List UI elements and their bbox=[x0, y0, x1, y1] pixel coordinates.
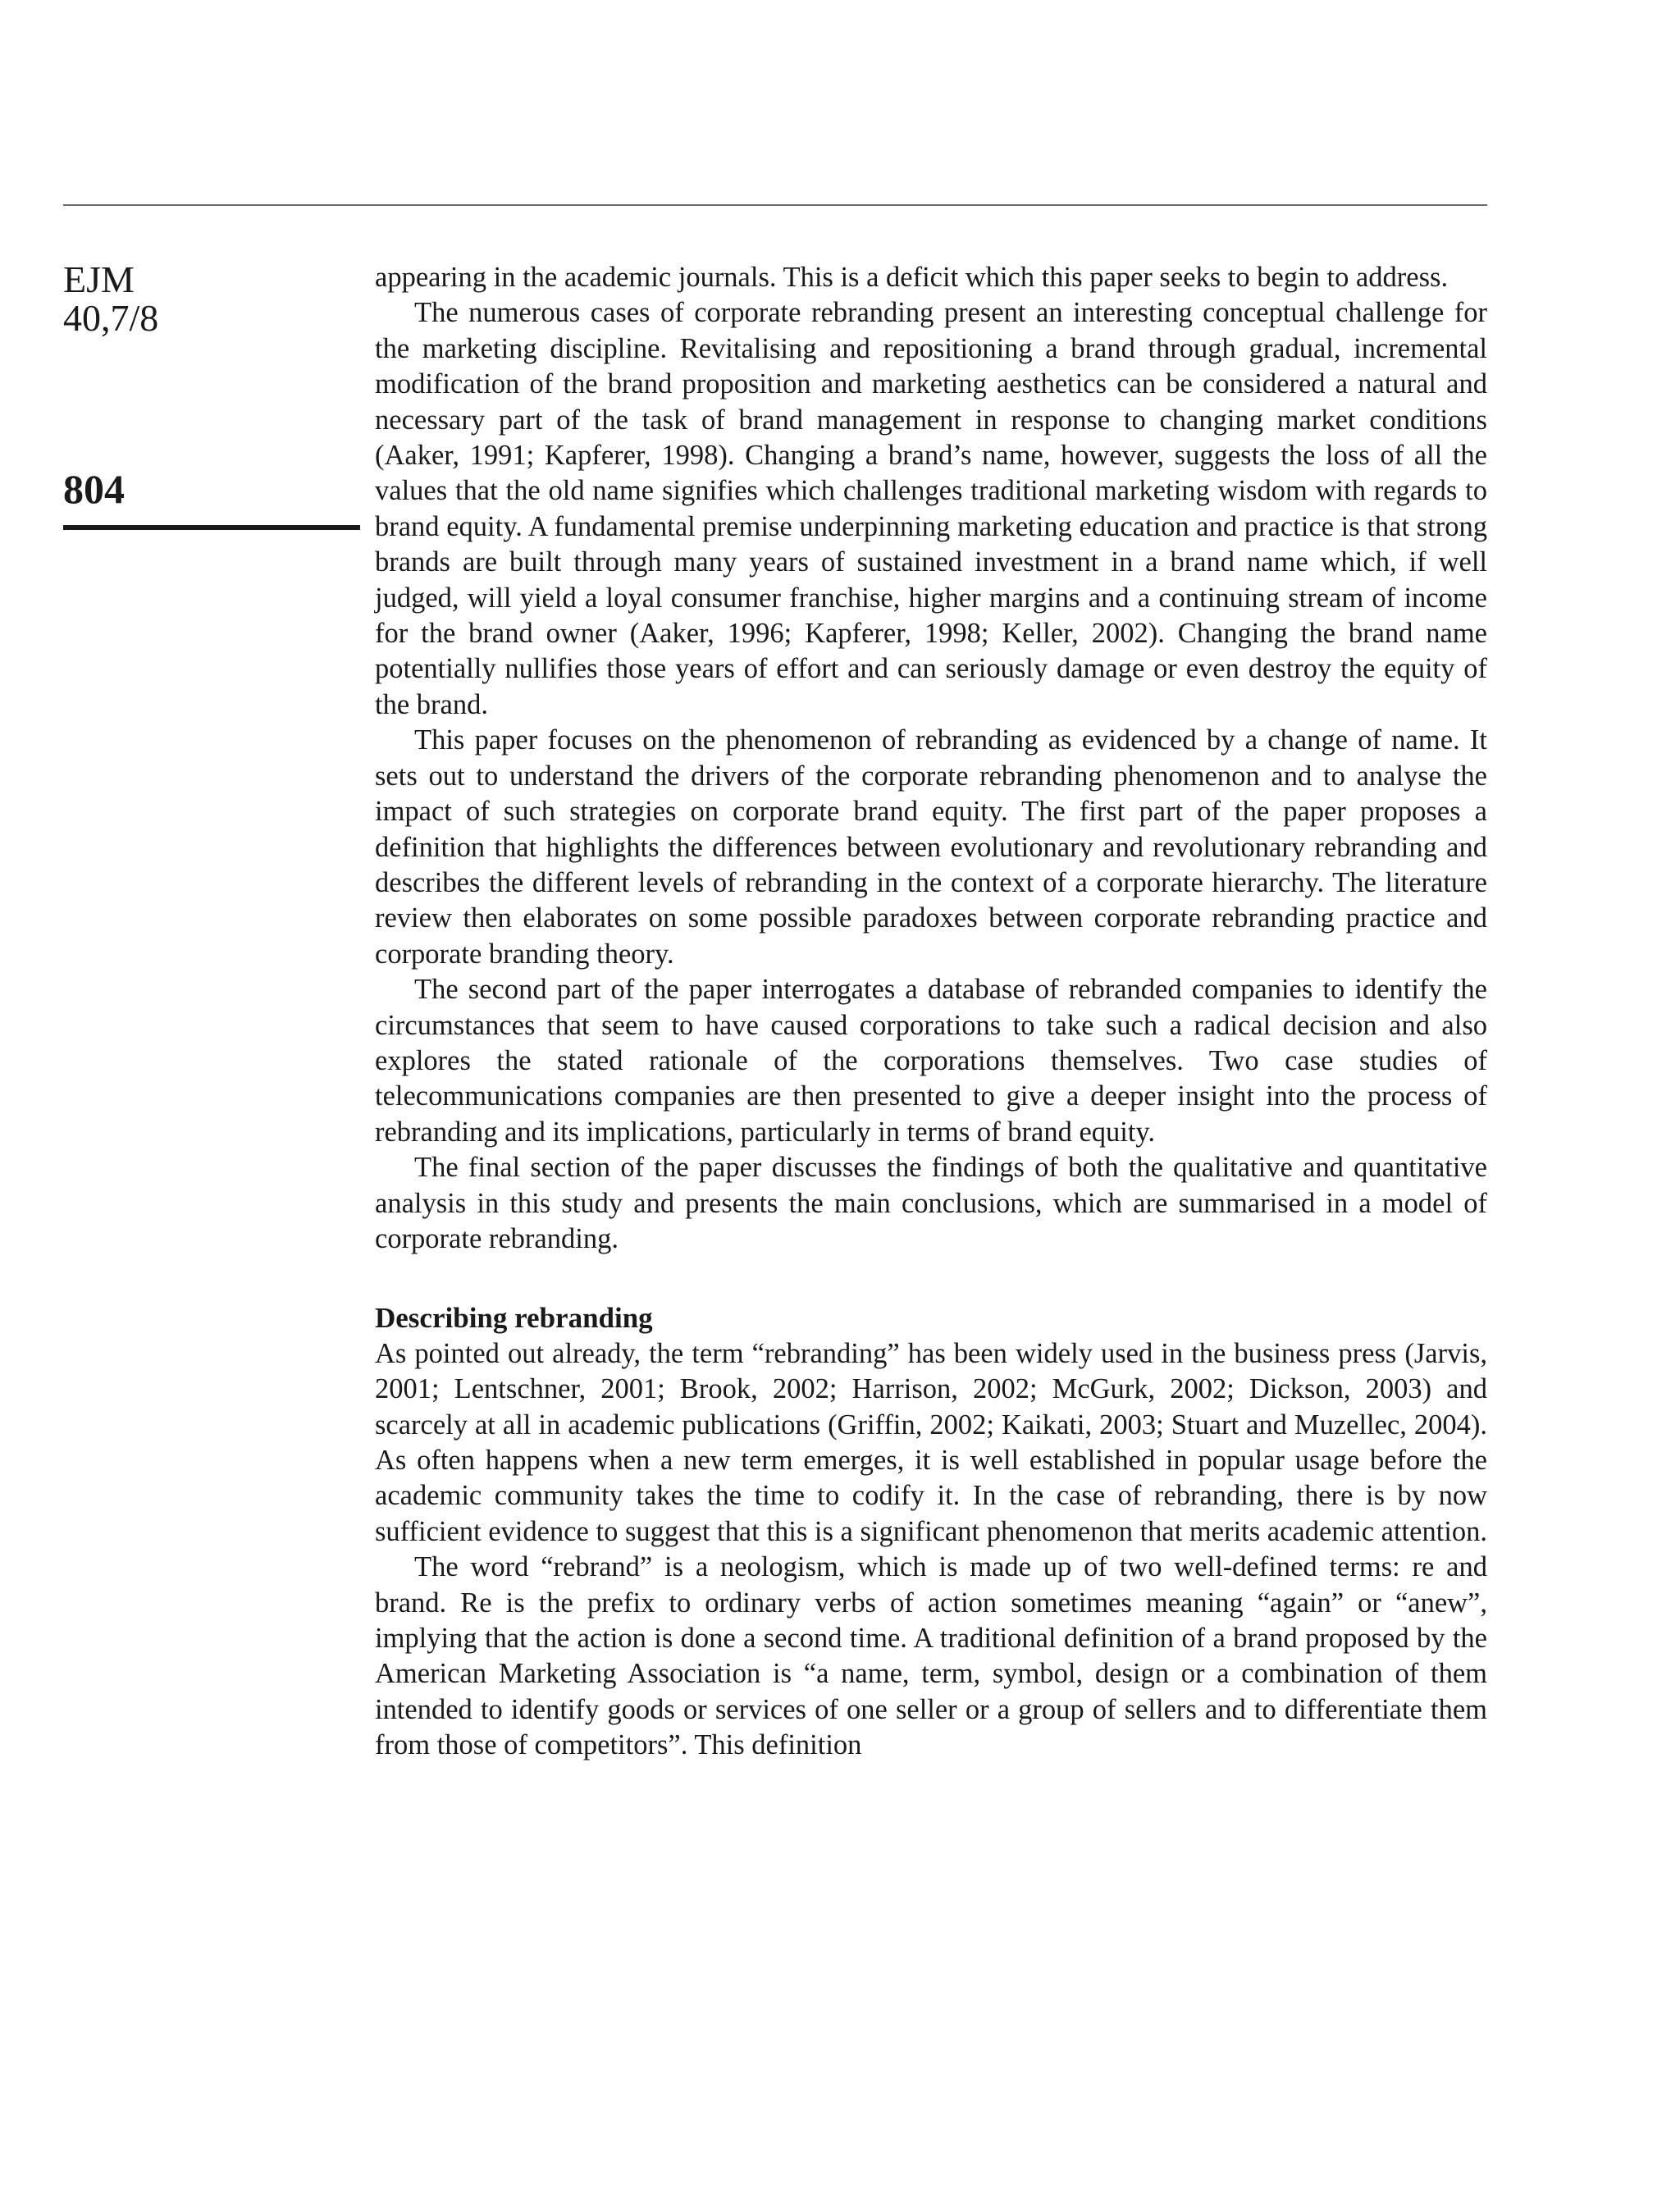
paragraph: This paper focuses on the phenomenon of rebranding as evidenced by a change of name. It sets out to understand the drivers of the corporate rebranding phenomenon and to analyse the impact of such strategies on corporate brand equity. The first part of the paper proposes a definition that highlights the differences between evolutionary and revolutionary rebranding and describes the different levels of rebranding in the context of a corporate hierarchy. The literature review then elaborates on some possible paradoxes between corporate rebranding practice and corporate branding theory. bbox=[375, 724, 1487, 970]
main-text-column bbox=[375, 260, 1487, 1764]
page-number: 804 bbox=[63, 466, 125, 512]
paragraph: The numerous cases of corporate rebranding present an interesting conceptual challenge for the marketing discipline. Revitalising and repositioning a brand through gradual, incremental modification of the brand proposition and marketing aesthetics can be considered a natural and necessary part of the task of brand management in response to changing market conditions (Aaker, 1991; Kapferer, 1998). Changing a brand’s name, however, suggests the loss of all the values that the old name signifies which challenges traditional marketing wisdom with regards to brand equity. A fundamental premise underpinning marketing education and practice is that strong brands are built through many years of sustained investment in a brand name which, if well judged, will yield a loyal consumer franchise, higher margins and a continuing stream of income for the brand owner (Aaker, 1996; Kapferer, 1998; Keller, 2002). Changing the brand name potentially nullifies those years of effort and can seriously damage or even destroy the equity of the brand. bbox=[375, 297, 1487, 720]
page-number-rule bbox=[63, 525, 360, 530]
volume-issue: 40,7/8 bbox=[63, 297, 159, 339]
section-heading: Describing rebranding bbox=[375, 1302, 653, 1335]
paragraph: The second part of the paper interrogates a database of rebranded companies to identify the circumstances that seem to have caused corporations to take such a radical decision and also explores the stated rationale of the corporations themselves. Two case studies of telecommunications companies are then presented to give a deeper insight into the process of rebranding and its implications, particularly in terms of brand equity. bbox=[375, 974, 1487, 1148]
margin-column bbox=[63, 258, 360, 512]
paragraph: appearing in the academic journals. This is a deficit which this paper seeks to begin to address. bbox=[375, 262, 1449, 293]
paragraph: The word “rebrand” is a neologism, which is made up of two well-defined terms: re and brand. Re is the prefix to ordinary verbs of action sometimes meaning “again” or “anew”, implying that the action is done a second time. A traditional definition of a brand proposed by the American Marketing Association is “a name, term, symbol, design or a combination of them intended to identify goods or services of one seller or a group of sellers and to differentiate them from those of competitors”. This definition bbox=[375, 1551, 1487, 1761]
journal-code: EJM bbox=[63, 258, 135, 300]
top-rule bbox=[63, 204, 1487, 206]
paragraph: The final section of the paper discusses the findings of both the qualitative and quantitative analysis in this study and presents the main conclusions, which are summarised in a model of corporate rebranding. bbox=[375, 1152, 1487, 1254]
paragraph: As pointed out already, the term “rebranding” has been widely used in the business press (Jarvis, 2001; Lentschner, 2001; Brook, 2002; Harrison, 2002; McGurk, 2002; Dickson, 2003) and scarcely at all in academic publications (Griffin, 2002; Kaikati, 2003; Stuart and Muzellec, 2004). As often happens when a new term emerges, it is well established in popular usage before the academic community takes the time to codify it. In the case of rebranding, there is by now sufficient evidence to suggest that this is a significant phenomenon that merits academic attention. bbox=[375, 1337, 1487, 1547]
